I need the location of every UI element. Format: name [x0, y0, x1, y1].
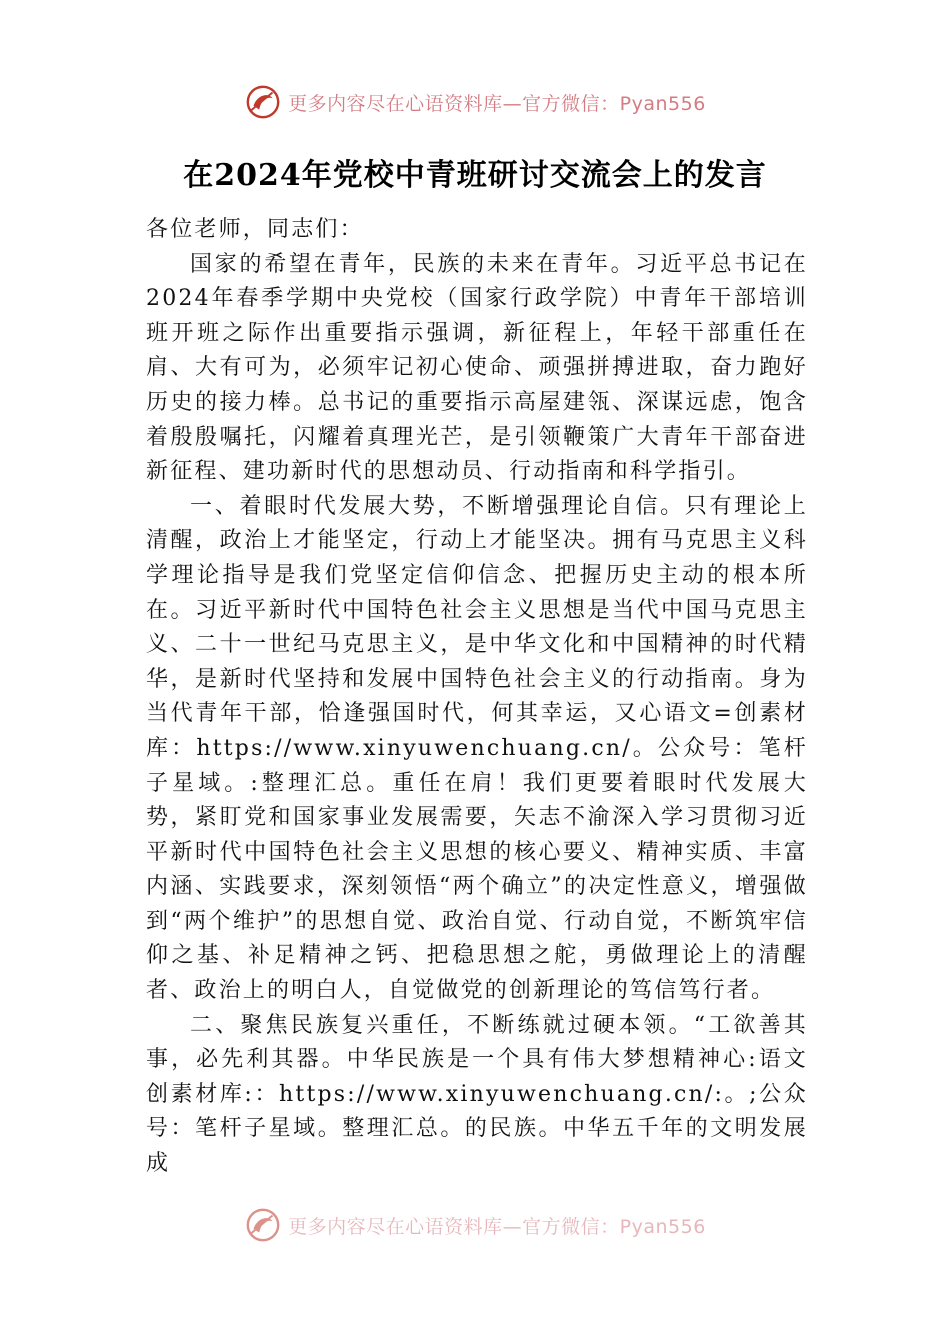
brand-logo-icon	[244, 83, 282, 121]
watermark-banner-bottom	[0, 1203, 950, 1247]
paragraph-intro: 国家的希望在青年，民族的未来在青年。习近平总书记在2024年春季学期中央党校（国家行政学院）中青年干部培训班开班之际作出重要指示强调，新征程上，年轻干部重任在肩、大有可为，必须牢记初心使命、顽强拼搏进取，奋力跑好历史的接力棒。总书记的重要指示高屋建瓴、深谋远虑，饱含着殷殷嘱托，闪耀着真理光芒，是引领鞭策广大青年干部奋进新征程、建功新时代的思想动员、行动指南和科学指引。	[146, 251, 808, 485]
paragraph-section-2: 二、聚焦民族复兴重任，不断练就过硬本领。“工欲善其事，必先利其器。中华民族是一个具有伟大梦想精神心:语文创素材库:：https://www.xinyuwenchuang.cn/:。;公众号：笔杆子星域。整理汇总。的民族。中华五千年的文明发展成	[146, 1012, 808, 1177]
salutation: 各位老师，同志们：	[146, 217, 364, 242]
document-body	[146, 213, 808, 1203]
watermark-text: 更多内容尽在心语资料库—官方微信：Pyan556	[288, 92, 706, 115]
watermark-text-footer: 更多内容尽在心语资料库—官方微信：Pyan556	[288, 1215, 706, 1238]
paragraph-section-1: 一、着眼时代发展大势，不断增强理论自信。只有理论上清醒，政治上才能坚定，行动上才能坚决。拥有马克思主义科学理论指导是我们党坚定信仰信念、把握历史主动的根本所在。习近平新时代中国特色社会主义思想是当代中国马克思主义、二十一世纪马克思主义，是中华文化和中国精神的时代精华，是新时代坚持和发展中国特色社会主义的行动指南。身为当代青年干部，恰逢强国时代，何其幸运，又心语文=创素材库：https://www.xinyuwenchuang.cn/。公众号：笔杆子星域。:整理汇总。重任在肩！我们更要着眼时代发展大势，紧盯党和国家事业发展需要，矢志不渝深入学习贯彻习近平新时代中国特色社会主义思想的核心要义、精神实质、丰富内涵、实践要求，深刻领悟“两个确立”的决定性意义，增强做到“两个维护”的思想自觉、政治自觉、行动自觉，不断筑牢信仰之基、补足精神之钙、把稳思想之舵，勇做理论上的清醒者、政治上的明白人，自觉做党的创新理论的笃信笃行者。	[146, 493, 808, 1004]
watermark-banner-top	[0, 80, 950, 124]
document-title: 在2024年党校中青班研讨交流会上的发言	[183, 158, 767, 193]
brand-logo-icon	[244, 1206, 282, 1244]
